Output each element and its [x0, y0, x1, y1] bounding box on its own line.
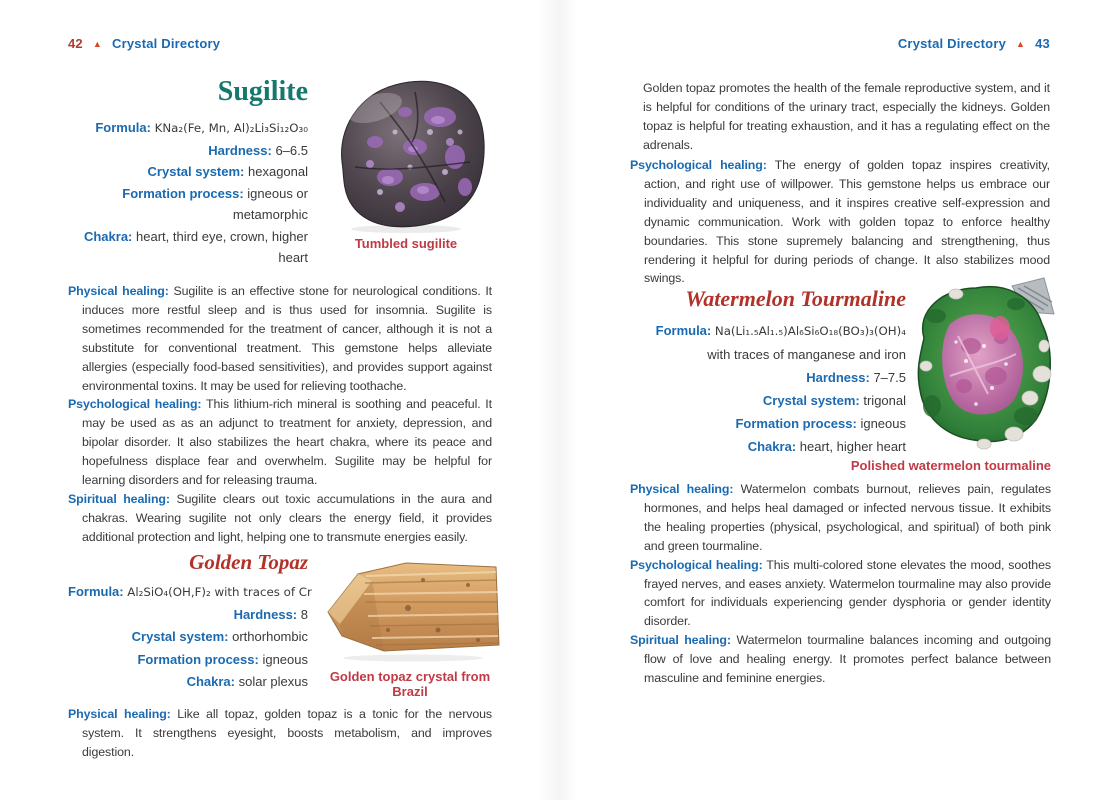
info-line-formula: Formula: KNa₂(Fe, Mn, Al)₂Li₃Si₁₂O₃₀ — [95, 120, 308, 135]
sugilite-info — [68, 117, 308, 269]
paragraph-physical-healing: Physical healing: Watermelon combats burnout, relieves pain, regulates hormones, and helps heal damaged or infected nervous tissue. It exhibits the healing properties (physical, psychological, and spiritual) of both pink and green tourmaline. — [630, 482, 1051, 553]
golden-topaz-crystal-image — [318, 550, 503, 664]
info-line-crystal-system: Crystal system: trigonal — [762, 393, 906, 408]
golden-topaz-paragraphs-right — [630, 156, 1050, 288]
paragraph-spiritual-healing: Spiritual healing: Sugilite clears out toxic accumulations in the aura and chakras. Wearing sugilite not only clears the energy field, it provides additional protection and light, helping one to transmute energies easily. — [68, 491, 492, 544]
info-line-chakra: Chakra: solar plexus — [186, 674, 308, 689]
page-number-left: 42 — [68, 36, 83, 51]
golden-topaz-continuation — [643, 79, 1050, 155]
info-line-chakra: Chakra: heart, third eye, crown, higher heart — [83, 228, 308, 265]
watermelon-tourmaline-title: Watermelon Tourmaline — [685, 286, 906, 311]
golden-topaz-photo — [318, 550, 503, 669]
golden-topaz-info — [68, 581, 312, 694]
page-number-right: 43 — [1035, 36, 1050, 51]
watermelon-tourmaline-photo — [896, 276, 1058, 457]
sugilite-photo — [320, 72, 492, 239]
golden-topaz-caption: Golden topaz crystal from Brazil — [329, 669, 491, 699]
info-line-crystal-system: Crystal system: hexagonal — [147, 164, 308, 179]
sugilite-caption: Tumbled sugilite — [354, 236, 458, 251]
info-line-chakra: Chakra: heart, higher heart — [747, 439, 906, 454]
info-line-formation: Formation process: igneous or metamorphic — [122, 185, 308, 222]
watermelon-tourmaline-caption: Polished watermelon tourmaline — [850, 458, 1051, 473]
book-title-right: Crystal Directory — [897, 36, 1007, 51]
info-line-formula: Formula: Al₂SiO₄(OH,F)₂ with traces of Cr — [68, 584, 312, 599]
info-line-formation: Formation process: igneous — [137, 651, 308, 667]
golden-topaz-paragraphs — [68, 705, 492, 762]
info-line-hardness: Hardness: 6–6.5 — [208, 142, 308, 158]
watermelon-tourmaline-info — [630, 319, 906, 458]
header-left — [68, 36, 220, 51]
paragraph-psychological-healing: Psychological healing: The energy of golden topaz inspires creativity, action, and right use of willpower. This gemstone helps us embrace our individuality and uniqueness, and it inspires creative self-expression and dynamic communication. Work with golden topaz to enforce healthy boundaries. This stone supremely balancing and strengthening, thus rendering it helpful for during periods of change. It also stabilizes mood swings. — [630, 158, 1050, 286]
golden-topaz-title: Golden Topaz — [189, 550, 308, 574]
golden-topaz-section — [68, 550, 312, 694]
sugilite-stone-image — [320, 72, 492, 234]
header-right — [898, 36, 1050, 51]
info-line-hardness: Hardness: 8 — [233, 606, 308, 622]
info-line-crystal-system: Crystal system: orthorhombic — [131, 629, 308, 644]
paragraph-psychological-healing: Psychological healing: This multi-colored stone elevates the mood, soothes frayed nerves, and eases anxiety. Watermelon tourmaline may also provide comfort for individuals experiencing gender dysphoria or gender identity disorder. — [630, 557, 1051, 629]
paragraph-spiritual-healing: Spiritual healing: Watermelon tourmaline balances incoming and outgoing flow of love and healing energy. It promotes perfect balance between masculine and feminine energies. — [630, 633, 1051, 686]
watermelon-tourmaline-paragraphs — [630, 480, 1051, 688]
paragraph-physical-healing: Physical healing: Sugilite is an effective stone for neurological conditions. It induces more restful sleep and is thus used for insomnia. Sugilite is sometimes recommended for the treatment of cancer, although it is not a substitute for conventional treatment. This gemstone helps alleviate allergies (especially food-based sensitivities), and provides support against environmental toxins. It may be used for relieving toothache. — [68, 284, 493, 393]
paragraph-continuation: Golden topaz promotes the health of the female reproductive system, and it is helpful for conditions of the urinary tract, especially the kidneys. Golden topaz is helpful for treating exhaustion, and it has a regulating effect on the adrenals. — [643, 81, 1050, 152]
book-title-left: Crystal Directory — [111, 36, 221, 51]
triangle-icon: ▲ — [1016, 39, 1026, 49]
sugilite-paragraphs — [68, 282, 492, 547]
page-gutter — [538, 0, 578, 800]
watermelon-tourmaline-image — [896, 276, 1058, 452]
info-line-formula: Formula: Na(Li₁.₅Al₁.₅)Al₆Si₆O₁₈(BO₃)₃(OH)₄ — [655, 323, 906, 338]
triangle-icon: ▲ — [92, 39, 102, 49]
paragraph-physical-healing: Physical healing: Like all topaz, golden topaz is a tonic for the nervous system. It strengthens eyesight, boosts metabolism, and improves digestion. — [68, 707, 493, 759]
info-line-hardness: Hardness: 7–7.5 — [806, 370, 906, 385]
paragraph-psychological-healing: Psychological healing: This lithium-rich mineral is soothing and peaceful. It may be used as as an adjunct to treatment for anxiety, depression, and bipolar disorder. It also stabilizes the heart chakra, where its peace and hopefulness displace fear and overwhelm. Sugilite may be helpful for learning disorders and for releasing trauma. — [68, 397, 492, 488]
sugilite-title: Sugilite — [217, 76, 308, 107]
info-line-formula-note: with traces of manganese and iron — [707, 347, 906, 362]
info-line-formation: Formation process: igneous — [735, 416, 906, 431]
watermelon-tourmaline-section — [630, 286, 906, 458]
